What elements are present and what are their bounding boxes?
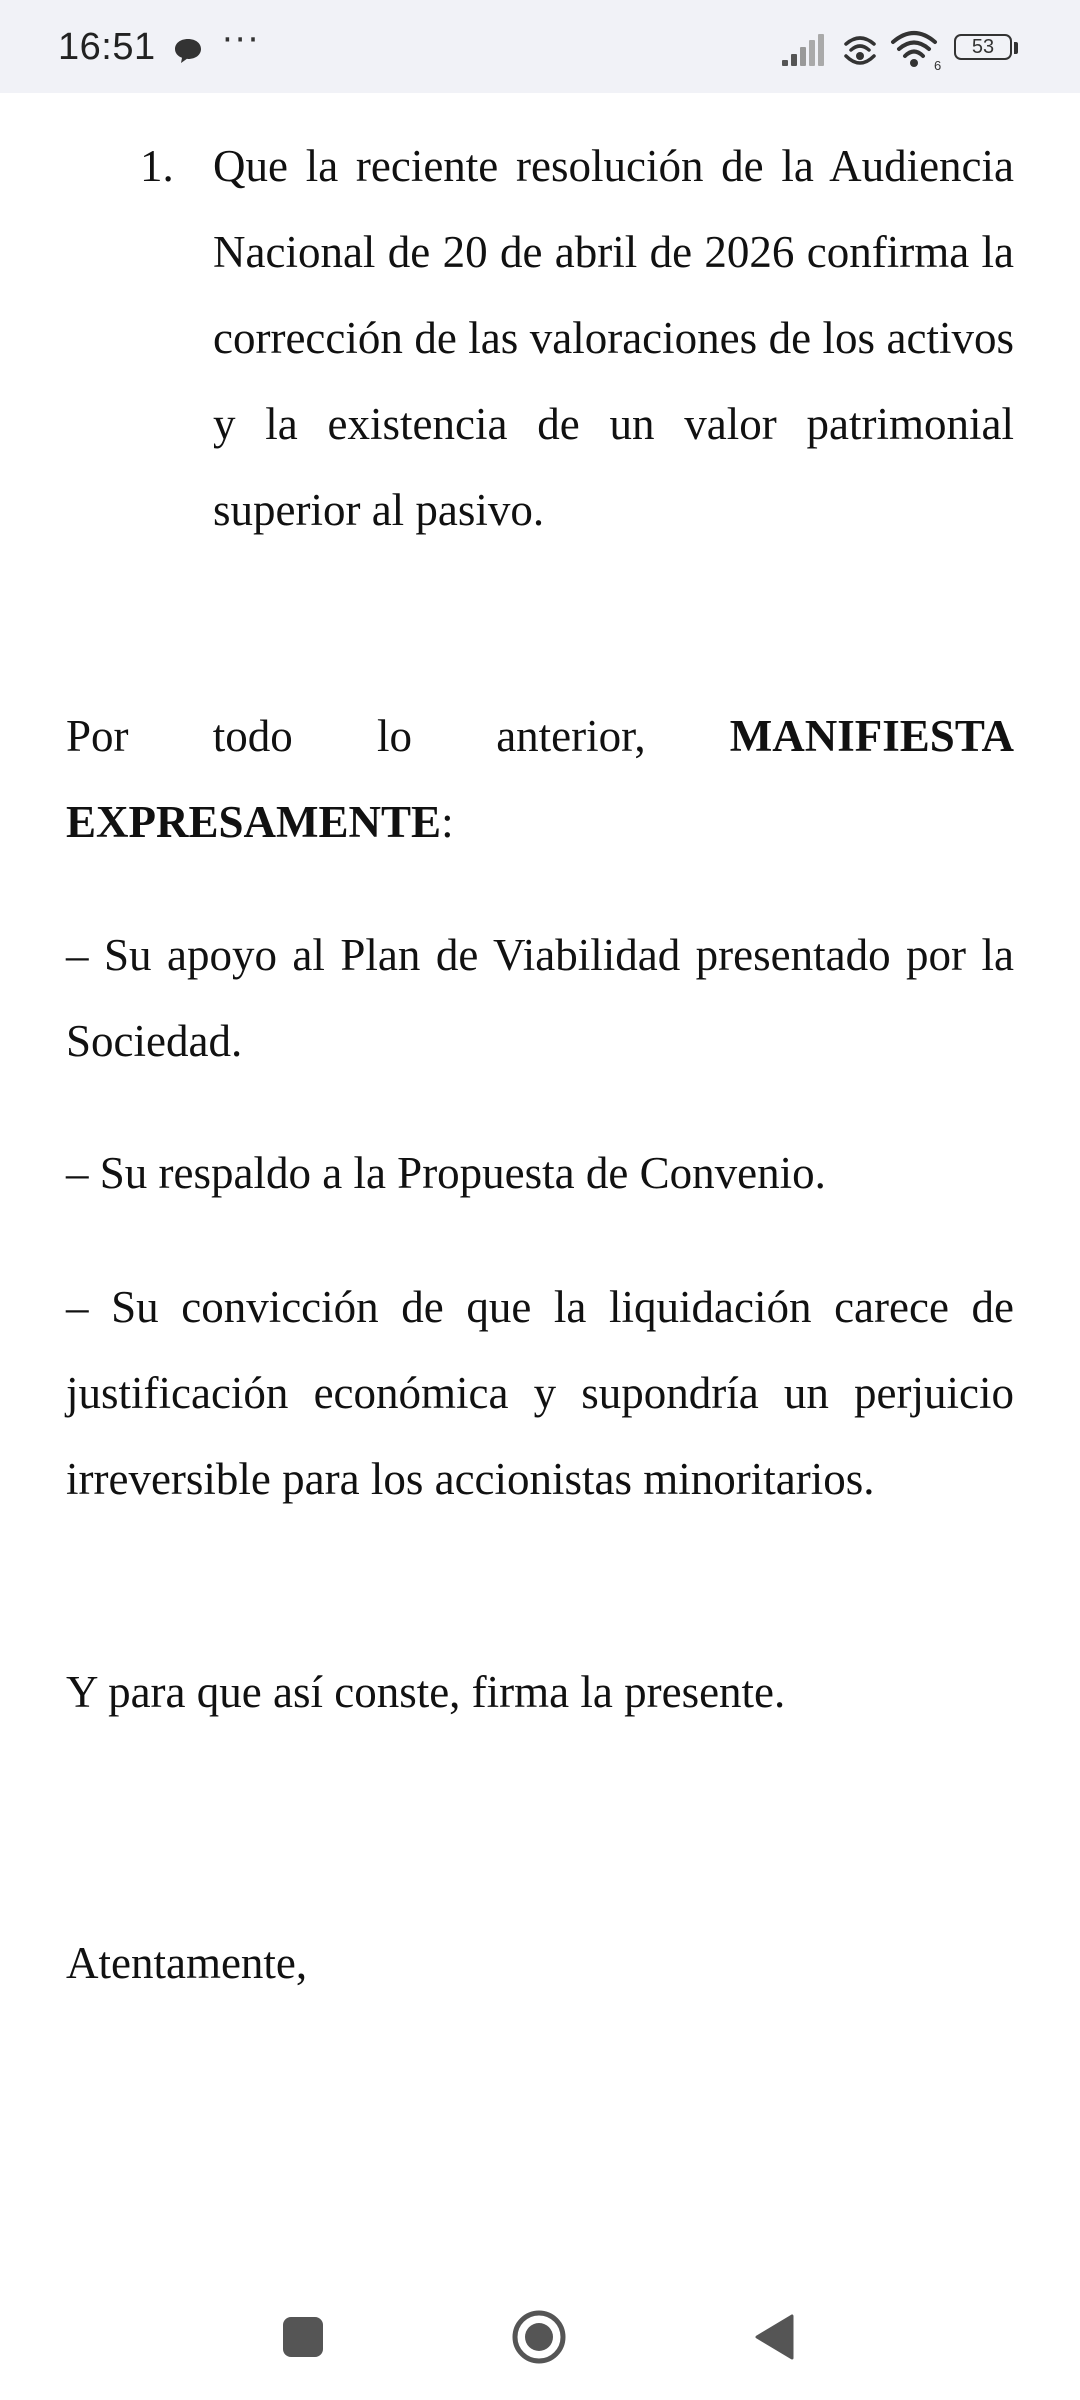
manifest-paragraph [66, 693, 1014, 865]
cellular-signal-icon [780, 32, 830, 68]
manifest-colon: : [441, 797, 454, 847]
list-item-text: Que la reciente resolución de la Audiencia Nacional de 20 de abril de 2026 confirma la corrección de las valoraciones de los activos y la existencia de un valor patrimonial superior al pasivo. [213, 141, 1014, 535]
bullet-conviction: – Su convicción de que la liquidación carece de justificación económica y supondría un perjuicio irreversible para los accionistas minoritarios. [66, 1282, 1014, 1504]
wifi-icon [890, 28, 942, 72]
bullet-support-plan: – Su apoyo al Plan de Viabilidad presentado por la Sociedad. [66, 930, 1014, 1066]
hotspot-icon [840, 30, 880, 70]
bullet-support-proposal: – Su respaldo a la Propuesta de Convenio. [66, 1148, 826, 1198]
battery-cap [1014, 42, 1018, 54]
circle-home-icon[interactable] [510, 2308, 568, 2366]
svg-text:6: 6 [934, 58, 942, 72]
manifest-bold: MANIFIESTA EXPRESAMENTE [66, 711, 1014, 847]
status-time: 16:51 [58, 26, 156, 68]
triangle-back-icon[interactable] [752, 2312, 796, 2362]
navigation-bar [0, 2270, 1080, 2400]
manifest-intro: Por todo lo anterior, [66, 711, 730, 761]
battery-level: 53 [971, 36, 995, 58]
more-notifications-icon: ··· [222, 20, 261, 60]
status-bar [0, 0, 1080, 93]
signoff: Atentamente, [66, 1938, 308, 1988]
battery-indicator [954, 34, 1020, 64]
chat-bubble-icon [172, 36, 204, 66]
square-recents-icon[interactable] [283, 2317, 323, 2357]
closing-line: Y para que así conste, firma la presente. [66, 1667, 786, 1717]
list-item-number: 1. [140, 141, 174, 191]
